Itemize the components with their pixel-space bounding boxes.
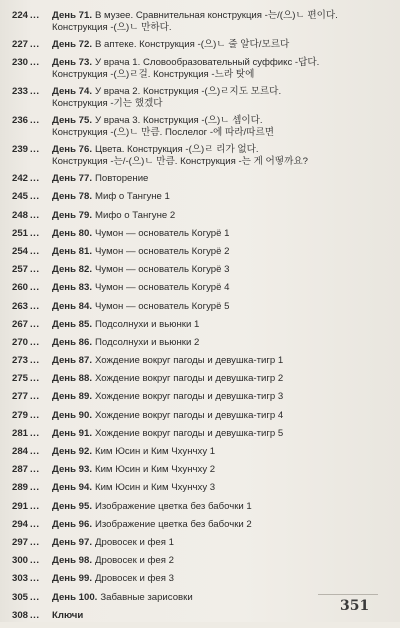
toc-entry-title: Изображение цветка без бабочки 2 [94,518,252,530]
toc-entry-body [52,191,170,203]
toc-leader-dots: ... [30,427,40,439]
toc-day-label: День 96. [52,518,92,530]
toc-page-number: 279 [11,409,28,421]
toc-entry-body [52,501,252,513]
toc-leader-dots: ... [30,373,40,385]
toc-entry [8,337,388,355]
toc-leader-dots: ... [30,227,40,239]
toc-page-number: 254 [11,245,28,257]
toc-leader-dots: ... [30,355,40,367]
table-of-contents [8,10,388,628]
toc-leader-dots: ... [30,39,40,50]
toc-day-label: День 76. [52,144,92,156]
toc-day-label: День 78. [52,191,92,203]
toc-entry-body [52,144,308,168]
toc-entry [8,519,388,537]
toc-page-number: 245 [11,191,28,203]
toc-leader-dots: ... [30,446,40,457]
toc-entry [8,428,388,446]
toc-entry [8,319,388,337]
toc-page-number: 230 [11,57,28,69]
toc-entry-title: Ким Юсин и Ким Чхунчху 1 [94,446,216,457]
toc-page-number: 287 [11,464,28,476]
toc-entry-body [52,464,215,476]
toc-entry-body [52,39,289,51]
toc-entry [8,537,388,555]
toc-entry-body [52,210,175,222]
toc-entry-body [52,246,229,258]
toc-entry-body [52,482,215,494]
toc-day-label: День 73. [52,57,92,69]
toc-day-label: День 79. [52,209,92,221]
toc-page-number: 224 [11,10,28,21]
toc-entry-body [52,519,252,531]
toc-page-number: 248 [11,209,28,221]
toc-entry-body [52,446,215,458]
toc-entry-title: Ким Юсин и Ким Чхунчху 3 [94,482,216,494]
toc-entry [8,173,388,191]
toc-entry-title: Хождение вокруг пагоды и девушка-тигр 5 [94,427,284,439]
toc-page-number: 236 [11,115,28,127]
toc-page-number: 273 [11,355,28,367]
toc-entry-body [52,57,319,81]
toc-entry [8,39,388,57]
toc-entry-title: Чумон — основатель Когурё 4 [94,282,230,294]
toc-entry-title: Ключи [52,609,84,621]
toc-leader-dots: ... [30,409,40,421]
toc-entry-title: У врача 3. Конструкция -(으)ㄴ 셈이다. Конструкция -(으)ㄴ 만큼. Послелог -에 따라/따르면 [52,115,274,139]
toc-day-label: День 84. [52,300,92,312]
toc-day-label: День 95. [52,500,92,512]
toc-entry-title: Цвета. Конструкция -(으)ㄹ 리가 없다. Конструкция -는/-(으)ㄴ 만큼. Конструкция -는 게 어떻까요? [52,144,308,168]
toc-entry-body [52,537,174,549]
toc-entry-title: В музее. Сравнительная конструкция -는/(으)ㄴ 편이다. Конструкция -(으)ㄴ 만하다. [52,10,338,33]
toc-day-label: День 83. [52,282,92,294]
toc-entry-title: Хождение вокруг пагоды и девушка-тигр 3 [94,391,284,403]
toc-entry-title: Дровосек и фея 3 [94,573,174,585]
toc-leader-dots: ... [30,518,40,530]
toc-entry-body [52,410,283,422]
toc-entry-body [52,10,338,34]
toc-entry-title: Чумон — основатель Когурё 2 [94,245,230,257]
toc-leader-dots: ... [30,10,40,21]
toc-entry-title: Мифо о Тангуне 2 [94,209,176,221]
toc-leader-dots: ... [30,391,40,403]
toc-entry [8,555,388,573]
toc-entry [8,264,388,282]
toc-entry-body [52,391,283,403]
toc-entry [8,446,388,464]
toc-entry-body [52,115,274,139]
toc-entry-body [52,337,199,349]
toc-entry [8,191,388,209]
toc-leader-dots: ... [30,173,40,185]
toc-leader-dots: ... [30,57,40,69]
toc-entry-title: Хождение вокруг пагоды и девушка-тигр 4 [94,409,284,421]
toc-entry-body [52,592,193,604]
toc-day-label: День 72. [52,39,92,50]
toc-entry [8,210,388,228]
toc-entry-body [52,555,174,567]
toc-entry-body [52,610,83,622]
toc-entry-title: У врача 1. Словообразовательный суффикс -답다. Конструкция -(으)ㄹ걸. Конструкция -느라 탓에 [52,57,320,81]
toc-entry-title: В аптеке. Конструкция -(으)ㄴ 줄 알다/모르다 [94,39,290,50]
folio-rule [318,594,378,595]
toc-leader-dots: ... [30,555,40,567]
toc-leader-dots: ... [30,300,40,312]
toc-day-label: День 87. [52,355,92,367]
toc-entry-title: Миф о Тангуне 1 [94,191,170,203]
toc-entry [8,144,388,173]
toc-page-number: 305 [11,591,28,603]
toc-page-number: 270 [11,336,28,348]
toc-day-label: День 100. [52,591,98,603]
toc-entry-body [52,573,174,585]
toc-page-number: 300 [11,555,28,567]
toc-page-number: 289 [11,482,28,494]
toc-leader-dots: ... [30,482,40,494]
toc-entry-body [52,173,148,185]
toc-entry [8,501,388,519]
toc-leader-dots: ... [30,209,40,221]
toc-leader-dots: ... [30,318,40,330]
toc-page-number: 297 [11,536,28,548]
toc-leader-dots: ... [30,573,40,585]
toc-entry-title: Хождение вокруг пагоды и девушка-тигр 2 [94,373,284,385]
toc-entry [8,482,388,500]
toc-page-number: 294 [11,518,28,530]
toc-entry [8,610,388,628]
toc-entry [8,115,388,144]
toc-page-number: 227 [11,39,28,50]
toc-day-label: День 93. [52,464,92,476]
toc-day-label: День 74. [52,86,92,98]
toc-leader-dots: ... [30,115,40,127]
toc-entry-title: Подсолнухи и вьюнки 2 [94,336,200,348]
toc-day-label: День 88. [52,373,92,385]
toc-leader-dots: ... [30,536,40,548]
toc-page-number: 291 [11,500,28,512]
toc-entry-title: Хождение вокруг пагоды и девушка-тигр 1 [94,355,284,367]
toc-leader-dots: ... [30,245,40,257]
toc-entry [8,573,388,591]
toc-leader-dots: ... [30,609,40,621]
toc-leader-dots: ... [30,191,40,203]
toc-day-label: День 77. [52,173,92,185]
toc-day-label: День 81. [52,245,92,257]
toc-entry [8,355,388,373]
toc-entry [8,301,388,319]
toc-entry-title: У врача 2. Конструкция -(으)ㄹ지도 모르다. Конструкция -기는 했겠다 [52,86,282,110]
toc-day-label: День 82. [52,264,92,276]
toc-page-number: 233 [11,86,28,98]
toc-entry-title: Подсолнухи и вьюнки 1 [94,318,200,330]
toc-page-number: 308 [11,609,28,621]
toc-entry-title: Чумон — основатель Когурё 5 [94,300,230,312]
toc-entry-title: Изображение цветка без бабочки 1 [94,500,252,512]
toc-entry [8,464,388,482]
toc-day-label: День 94. [52,482,92,494]
toc-leader-dots: ... [30,144,40,156]
toc-page-number: 277 [11,391,28,403]
toc-day-label: День 86. [52,336,92,348]
toc-entry-title: Чумон — основатель Когурё 1 [94,227,230,239]
toc-leader-dots: ... [30,464,40,476]
toc-entry [8,246,388,264]
toc-entry-body [52,264,229,276]
toc-entry-title: Чумон — основатель Когурё 3 [94,264,230,276]
toc-page-number: 275 [11,373,28,385]
toc-page-number: 257 [11,264,28,276]
toc-day-label: День 90. [52,409,92,421]
toc-entry [8,282,388,300]
toc-leader-dots: ... [30,336,40,348]
toc-day-label: День 71. [52,10,92,21]
toc-entry-body [52,428,283,440]
toc-entry [8,57,388,86]
toc-page-number: 284 [11,446,28,457]
toc-entry-title: Дровосек и фея 1 [94,536,174,548]
toc-page-number: 242 [11,173,28,185]
toc-day-label: День 75. [52,115,92,127]
toc-day-label: День 89. [52,391,92,403]
toc-page-number: 263 [11,300,28,312]
toc-day-label: День 85. [52,318,92,330]
toc-day-label: День 80. [52,227,92,239]
toc-entry-body [52,301,229,313]
toc-entry-body [52,319,199,331]
toc-leader-dots: ... [30,86,40,98]
toc-day-label: День 92. [52,446,92,457]
toc-entry [8,228,388,246]
toc-page-number: 267 [11,318,28,330]
toc-leader-dots: ... [30,264,40,276]
toc-page-number: 260 [11,282,28,294]
toc-entry-title: Забавные зарисовки [100,591,193,603]
toc-page-number: 303 [11,573,28,585]
toc-leader-dots: ... [30,500,40,512]
toc-day-label: День 97. [52,536,92,548]
toc-entry [8,373,388,391]
toc-entry-body [52,228,229,240]
toc-entry [8,410,388,428]
toc-entry-body [52,355,283,367]
toc-leader-dots: ... [30,591,40,603]
toc-entry-title: Ким Юсин и Ким Чхунчху 2 [94,464,216,476]
toc-day-label: День 91. [52,427,92,439]
toc-page-number: 239 [11,144,28,156]
toc-entry-body [52,282,229,294]
toc-day-label: День 99. [52,573,92,585]
toc-entry-title: Повторение [94,173,149,185]
page-number: 351 [340,598,370,614]
toc-entry-title: Дровосек и фея 2 [94,555,174,567]
toc-entry [8,391,388,409]
toc-page-number: 251 [11,227,28,239]
toc-day-label: День 98. [52,555,92,567]
toc-entry-body [52,373,283,385]
toc-entry [8,86,388,115]
toc-entry-body [52,86,281,110]
toc-entry [8,10,388,39]
toc-leader-dots: ... [30,282,40,294]
toc-page-number: 281 [11,427,28,439]
